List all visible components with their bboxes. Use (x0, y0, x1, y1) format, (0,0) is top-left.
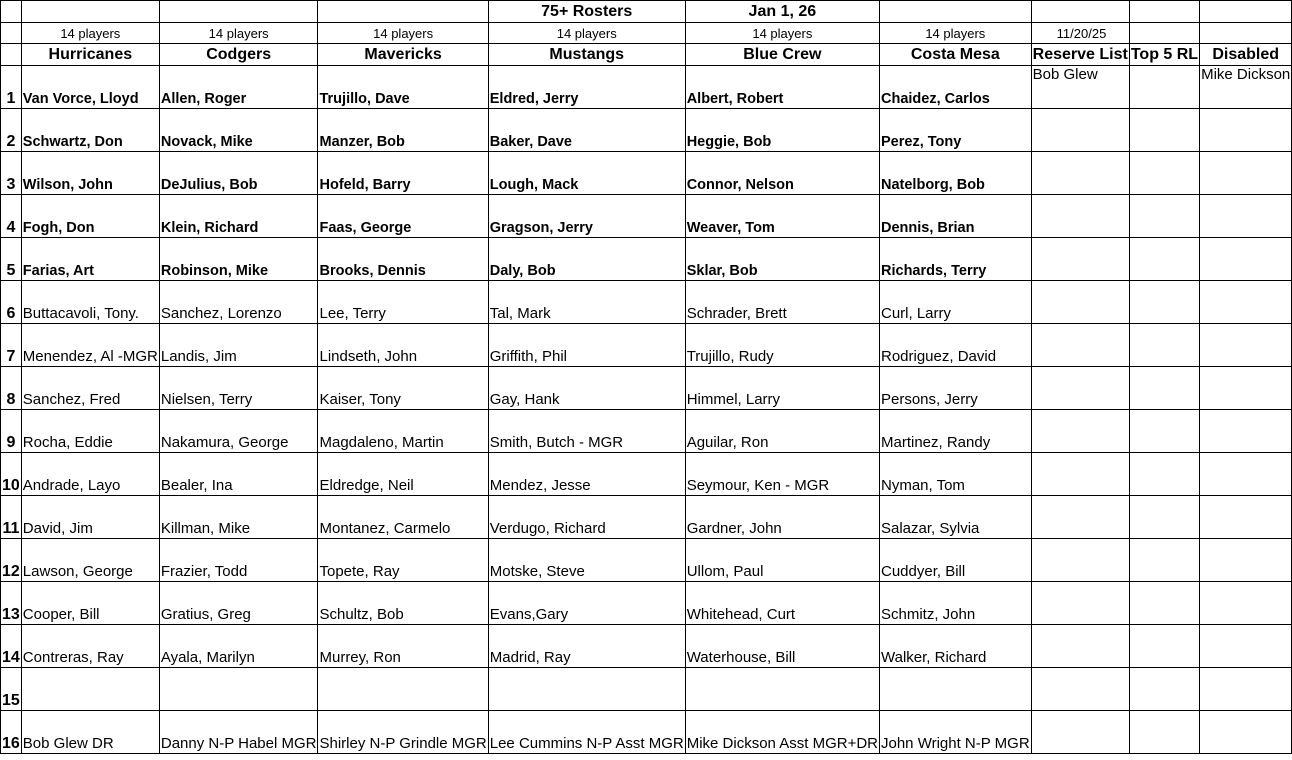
roster-row (1, 410, 1292, 453)
roster-cell[interactable]: Albert, Robert (685, 66, 879, 109)
roster-cell[interactable] (1200, 238, 1292, 281)
row-number[interactable]: 9 (1, 410, 22, 453)
roster-cell[interactable] (1031, 668, 1129, 711)
roster-cell[interactable]: Buttacavoli, Tony. (21, 281, 159, 324)
roster-cell[interactable] (1129, 453, 1199, 496)
roster-cell[interactable]: Daly, Bob (488, 238, 685, 281)
roster-cell[interactable]: Shirley N-P Grindle MGR (318, 711, 488, 754)
row-number[interactable]: 1 (1, 66, 22, 109)
blank-cell[interactable] (1, 44, 22, 66)
row-number[interactable]: 11 (1, 496, 22, 539)
roster-cell[interactable]: Griffith, Phil (488, 324, 685, 367)
roster-cell[interactable] (1200, 324, 1292, 367)
roster-cell[interactable]: Baker, Dave (488, 109, 685, 152)
roster-cell[interactable]: Madrid, Ray (488, 625, 685, 668)
roster-cell[interactable] (1129, 195, 1199, 238)
roster-cell[interactable]: Mike Dickson (1200, 66, 1292, 109)
roster-row (1, 496, 1292, 539)
roster-row (1, 539, 1292, 582)
roster-cell[interactable]: Van Vorce, Lloyd (21, 66, 159, 109)
title-row (1, 1, 1292, 23)
roster-cell[interactable]: Landis, Jim (159, 324, 318, 367)
roster-cell[interactable]: Lawson, George (21, 539, 159, 582)
roster-cell[interactable]: Gay, Hank (488, 367, 685, 410)
roster-cell[interactable]: Evans,Gary (488, 582, 685, 625)
blank-cell[interactable] (159, 1, 318, 23)
roster-cell[interactable]: Trujillo, Rudy (685, 324, 879, 367)
roster-cell[interactable] (685, 668, 879, 711)
roster-cell[interactable] (1031, 324, 1129, 367)
roster-cell[interactable] (1200, 453, 1292, 496)
roster-cell[interactable]: Heggie, Bob (685, 109, 879, 152)
roster-cell[interactable]: Salazar, Sylvia (880, 496, 1032, 539)
roster-cell[interactable]: Himmel, Larry (685, 367, 879, 410)
row-number[interactable]: 6 (1, 281, 22, 324)
roster-cell[interactable]: Richards, Terry (880, 238, 1032, 281)
column-header-mustangs[interactable]: Mustangs (488, 44, 685, 66)
roster-cell[interactable]: Natelborg, Bob (880, 152, 1032, 195)
roster-cell[interactable]: Cuddyer, Bill (880, 539, 1032, 582)
roster-cell[interactable]: Lindseth, John (318, 324, 488, 367)
roster-cell[interactable]: Farias, Art (21, 238, 159, 281)
sheet-title[interactable]: 75+ Rosters (488, 1, 685, 23)
row-number[interactable]: 2 (1, 109, 22, 152)
row-number[interactable]: 5 (1, 238, 22, 281)
roster-cell[interactable] (159, 668, 318, 711)
roster-cell[interactable] (1129, 324, 1199, 367)
roster-cell[interactable]: Smith, Butch - MGR (488, 410, 685, 453)
row-number[interactable]: 3 (1, 152, 22, 195)
roster-cell[interactable] (1200, 539, 1292, 582)
roster-cell[interactable]: Novack, Mike (159, 109, 318, 152)
roster-cell[interactable]: Andrade, Layo (21, 453, 159, 496)
roster-cell[interactable] (1031, 453, 1129, 496)
blank-cell[interactable] (1129, 1, 1199, 23)
roster-row (1, 238, 1292, 281)
roster-cell[interactable]: Danny N-P Habel MGR (159, 711, 318, 754)
roster-cell[interactable]: Gratius, Greg (159, 582, 318, 625)
blank-cell[interactable] (1200, 1, 1292, 23)
roster-cell[interactable]: Magdaleno, Martin (318, 410, 488, 453)
roster-cell[interactable]: Robinson, Mike (159, 238, 318, 281)
roster-row (1, 625, 1292, 668)
roster-cell[interactable]: Hofeld, Barry (318, 152, 488, 195)
roster-cell[interactable]: Seymour, Ken - MGR (685, 453, 879, 496)
blank-cell[interactable] (880, 1, 1032, 23)
roster-row (1, 711, 1292, 754)
roster-cell[interactable] (1129, 66, 1199, 109)
roster-cell[interactable] (1129, 152, 1199, 195)
roster-cell[interactable]: Schrader, Brett (685, 281, 879, 324)
roster-cell[interactable]: Topete, Ray (318, 539, 488, 582)
roster-cell[interactable] (21, 668, 159, 711)
player-count-cell[interactable]: 14 players (488, 23, 685, 44)
player-count-cell[interactable]: 14 players (880, 23, 1032, 44)
roster-cell[interactable]: Mike Dickson Asst MGR+DR (685, 711, 879, 754)
roster-cell[interactable]: Nyman, Tom (880, 453, 1032, 496)
roster-cell[interactable] (1200, 668, 1292, 711)
roster-cell[interactable]: Brooks, Dennis (318, 238, 488, 281)
roster-cell[interactable] (880, 668, 1032, 711)
roster-cell[interactable]: Ullom, Paul (685, 539, 879, 582)
column-header-disabled[interactable]: Disabled (1200, 44, 1292, 66)
roster-cell[interactable]: Curl, Larry (880, 281, 1032, 324)
roster-cell[interactable] (1200, 367, 1292, 410)
roster-cell[interactable]: Trujillo, Dave (318, 66, 488, 109)
sheet-body (1, 1, 1292, 754)
roster-cell[interactable]: Bob Glew (1031, 66, 1129, 109)
roster-cell[interactable]: Murrey, Ron (318, 625, 488, 668)
roster-cell[interactable]: Lee Cummins N-P Asst MGR (488, 711, 685, 754)
roster-cell[interactable] (1129, 582, 1199, 625)
roster-cell[interactable] (1129, 281, 1199, 324)
blank-cell[interactable] (1031, 1, 1129, 23)
roster-row (1, 367, 1292, 410)
roster-cell[interactable] (1129, 410, 1199, 453)
roster-cell[interactable] (1200, 109, 1292, 152)
roster-cell[interactable] (1031, 281, 1129, 324)
roster-cell[interactable] (1200, 152, 1292, 195)
player-count-cell[interactable]: 14 players (318, 23, 488, 44)
roster-cell[interactable]: Gardner, John (685, 496, 879, 539)
roster-cell[interactable] (1129, 496, 1199, 539)
roster-row (1, 152, 1292, 195)
roster-cell[interactable]: Mendez, Jesse (488, 453, 685, 496)
row-number[interactable]: 14 (1, 625, 22, 668)
roster-cell[interactable]: Rodriguez, David (880, 324, 1032, 367)
roster-cell[interactable] (1129, 238, 1199, 281)
row-number[interactable]: 16 (1, 711, 22, 754)
column-header-blue-crew[interactable]: Blue Crew (685, 44, 879, 66)
roster-cell[interactable]: Connor, Nelson (685, 152, 879, 195)
roster-cell[interactable]: Manzer, Bob (318, 109, 488, 152)
roster-cell[interactable] (1031, 711, 1129, 754)
row-number[interactable]: 15 (1, 668, 22, 711)
roster-cell[interactable] (1200, 410, 1292, 453)
roster-cell[interactable] (1200, 281, 1292, 324)
roster-cell[interactable]: Nakamura, George (159, 410, 318, 453)
roster-cell[interactable] (1129, 539, 1199, 582)
roster-cell[interactable]: Chaidez, Carlos (880, 66, 1032, 109)
roster-cell[interactable] (1200, 625, 1292, 668)
roster-cell[interactable] (1031, 238, 1129, 281)
roster-cell[interactable] (1200, 195, 1292, 238)
roster-cell[interactable] (1031, 539, 1129, 582)
column-header-mavericks[interactable]: Mavericks (318, 44, 488, 66)
roster-cell[interactable] (1031, 625, 1129, 668)
roster-row (1, 195, 1292, 238)
column-header-codgers[interactable]: Codgers (159, 44, 318, 66)
roster-cell[interactable] (1200, 496, 1292, 539)
roster-cell[interactable]: Waterhouse, Bill (685, 625, 879, 668)
roster-cell[interactable]: Faas, George (318, 195, 488, 238)
roster-cell[interactable] (1129, 367, 1199, 410)
player-count-cell[interactable]: 14 players (21, 23, 159, 44)
column-header-top-5-rl[interactable]: Top 5 RL (1129, 44, 1199, 66)
roster-cell[interactable]: DeJulius, Bob (159, 152, 318, 195)
roster-cell[interactable]: Verdugo, Richard (488, 496, 685, 539)
roster-cell[interactable]: Montanez, Carmelo (318, 496, 488, 539)
roster-cell[interactable]: Eldredge, Neil (318, 453, 488, 496)
roster-cell[interactable] (1200, 582, 1292, 625)
roster-cell[interactable]: Eldred, Jerry (488, 66, 685, 109)
sheet-date[interactable]: Jan 1, 26 (685, 1, 879, 23)
roster-cell[interactable]: Fogh, Don (21, 195, 159, 238)
roster-cell[interactable] (1129, 711, 1199, 754)
roster-cell[interactable]: Aguilar, Ron (685, 410, 879, 453)
roster-cell[interactable]: Schmitz, John (880, 582, 1032, 625)
roster-row (1, 109, 1292, 152)
roster-cell[interactable]: Wilson, John (21, 152, 159, 195)
roster-cell[interactable]: Lee, Terry (318, 281, 488, 324)
player-count-cell[interactable]: 14 players (685, 23, 879, 44)
roster-cell[interactable]: Schwartz, Don (21, 109, 159, 152)
roster-cell[interactable]: Frazier, Todd (159, 539, 318, 582)
roster-cell[interactable] (488, 668, 685, 711)
roster-cell[interactable]: Gragson, Jerry (488, 195, 685, 238)
blank-cell[interactable] (318, 1, 488, 23)
roster-cell[interactable]: Sanchez, Fred (21, 367, 159, 410)
roster-cell[interactable]: Cooper, Bill (21, 582, 159, 625)
roster-cell[interactable] (1129, 668, 1199, 711)
blank-cell[interactable] (1, 1, 22, 23)
column-header-costa-mesa[interactable]: Costa Mesa (880, 44, 1032, 66)
roster-cell[interactable]: Perez, Tony (880, 109, 1032, 152)
player-count-cell[interactable] (1200, 23, 1292, 44)
roster-cell[interactable] (1031, 152, 1129, 195)
player-count-cell[interactable] (1129, 23, 1199, 44)
roster-cell[interactable]: Rocha, Eddie (21, 410, 159, 453)
roster-cell[interactable] (1031, 195, 1129, 238)
roster-cell[interactable]: Menendez, Al -MGR (21, 324, 159, 367)
blank-cell[interactable] (1, 23, 22, 44)
row-number[interactable]: 10 (1, 453, 22, 496)
row-number[interactable]: 4 (1, 195, 22, 238)
roster-cell[interactable] (1031, 109, 1129, 152)
roster-row (1, 66, 1292, 109)
roster-cell[interactable] (1129, 625, 1199, 668)
player-count-cell[interactable]: 14 players (159, 23, 318, 44)
team-header-row (1, 44, 1292, 66)
roster-cell[interactable]: John Wright N-P MGR (880, 711, 1032, 754)
roster-cell[interactable]: Killman, Mike (159, 496, 318, 539)
roster-cell[interactable]: Kaiser, Tony (318, 367, 488, 410)
roster-cell[interactable]: Allen, Roger (159, 66, 318, 109)
roster-cell[interactable]: Contreras, Ray (21, 625, 159, 668)
row-number[interactable]: 7 (1, 324, 22, 367)
roster-cell[interactable]: Bob Glew DR (21, 711, 159, 754)
roster-cell[interactable]: David, Jim (21, 496, 159, 539)
roster-cell[interactable] (1031, 410, 1129, 453)
row-number[interactable]: 8 (1, 367, 22, 410)
roster-row (1, 582, 1292, 625)
row-number[interactable]: 13 (1, 582, 22, 625)
roster-cell[interactable] (1129, 109, 1199, 152)
column-header-hurricanes[interactable]: Hurricanes (21, 44, 159, 66)
roster-cell[interactable]: Motske, Steve (488, 539, 685, 582)
roster-cell[interactable]: Sanchez, Lorenzo (159, 281, 318, 324)
player-count-cell[interactable]: 11/20/25 (1031, 23, 1129, 44)
roster-cell[interactable]: Sklar, Bob (685, 238, 879, 281)
roster-row (1, 324, 1292, 367)
roster-row (1, 281, 1292, 324)
roster-cell[interactable] (318, 668, 488, 711)
roster-cell[interactable]: Ayala, Marilyn (159, 625, 318, 668)
row-number[interactable]: 12 (1, 539, 22, 582)
roster-cell[interactable] (1200, 711, 1292, 754)
roster-cell[interactable]: Tal, Mark (488, 281, 685, 324)
roster-cell[interactable]: Persons, Jerry (880, 367, 1032, 410)
roster-cell[interactable]: Nielsen, Terry (159, 367, 318, 410)
column-header-reserve-list[interactable]: Reserve List (1031, 44, 1129, 66)
subheader-row (1, 23, 1292, 44)
roster-cell[interactable]: Whitehead, Curt (685, 582, 879, 625)
roster-cell[interactable] (1031, 582, 1129, 625)
roster-cell[interactable]: Dennis, Brian (880, 195, 1032, 238)
roster-cell[interactable]: Bealer, Ina (159, 453, 318, 496)
roster-cell[interactable]: Schultz, Bob (318, 582, 488, 625)
roster-row (1, 668, 1292, 711)
roster-cell[interactable]: Klein, Richard (159, 195, 318, 238)
roster-cell[interactable]: Martinez, Randy (880, 410, 1032, 453)
roster-cell[interactable] (1031, 496, 1129, 539)
blank-cell[interactable] (21, 1, 159, 23)
roster-cell[interactable]: Weaver, Tom (685, 195, 879, 238)
roster-cell[interactable]: Lough, Mack (488, 152, 685, 195)
roster-cell[interactable] (1031, 367, 1129, 410)
roster-row (1, 453, 1292, 496)
roster-cell[interactable]: Walker, Richard (880, 625, 1032, 668)
